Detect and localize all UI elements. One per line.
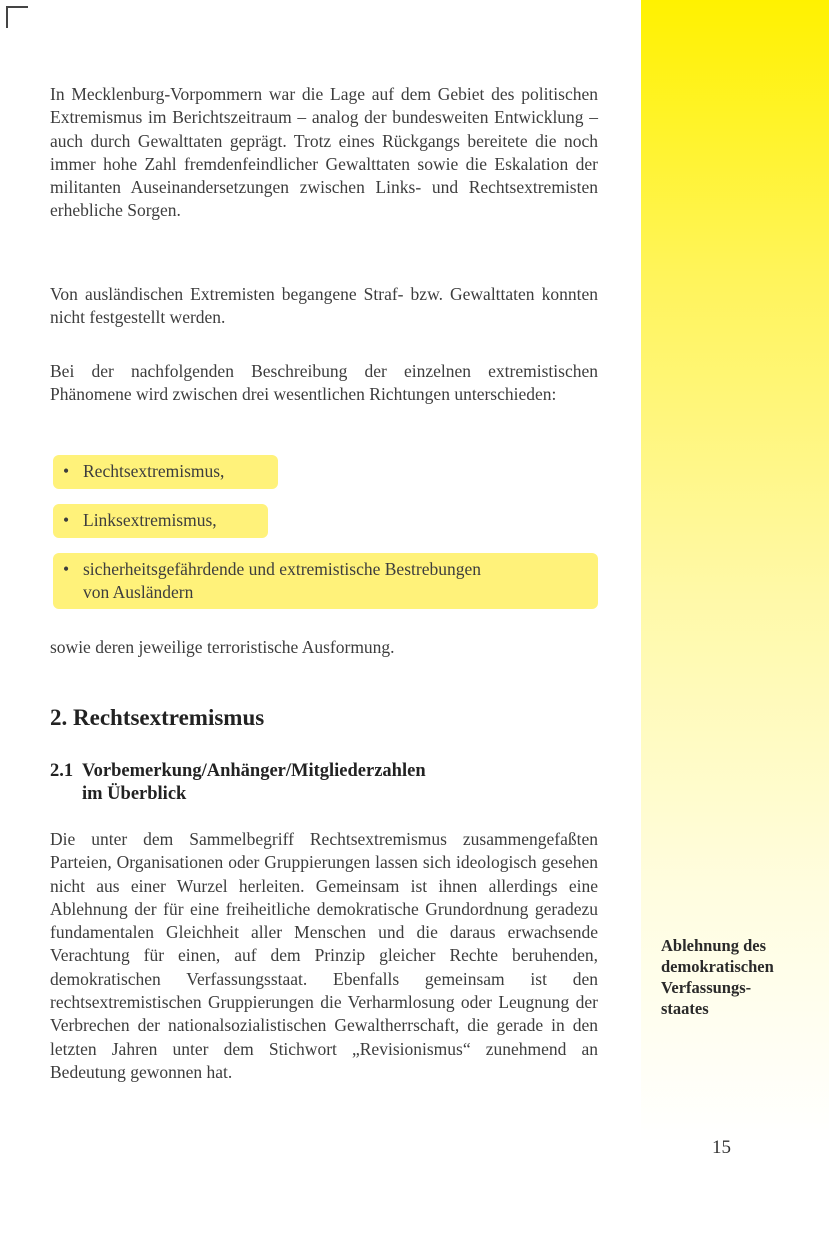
crop-mark bbox=[6, 6, 28, 28]
margin-note-line: Verfassungs- bbox=[661, 978, 752, 997]
subsection-title-line1: Vorbemerkung/Anhänger/Mitgliederzahlen bbox=[82, 761, 426, 781]
subsection-heading bbox=[50, 760, 426, 806]
section-heading: 2. Rechtsextremismus bbox=[50, 705, 265, 730]
bullet-label-continuation: von Ausländern bbox=[83, 582, 194, 603]
bullet-label: Linksextremismus, bbox=[83, 510, 217, 530]
paragraph-description: Bei der nachfolgenden Beschreibung der einzelnen extremistischen Phänomene wird zwischen drei wesentlichen Richtungen unterschieden: bbox=[50, 361, 598, 405]
paragraph-intro: In Mecklenburg-Vorpommern war die Lage auf dem Gebiet des politischen Extremismus im Berichtszeitraum – analog der bundesweiten Entwicklung – auch durch Gewalttaten geprägt. Trotz eines Rückgangs bereitete die noch immer hohe Zahl fremdenfeindlicher Gewalttaten sowie die Eskalation der militanten Auseinandersetzungen zwischen Links- und Rechtsextremisten erhebliche Sorgen. bbox=[50, 84, 598, 221]
margin-highlight-band bbox=[641, 0, 829, 1242]
bullet-label: Rechtsextremismus, bbox=[83, 461, 225, 481]
margin-note-line: Ablehnung des bbox=[661, 936, 767, 955]
subsection-title-line2: im Überblick bbox=[82, 784, 187, 804]
bullet-label: sicherheitsgefährdende und extremistische Bestrebungen bbox=[83, 559, 481, 579]
bullet-icon: • bbox=[63, 559, 70, 579]
margin-note bbox=[661, 935, 821, 1019]
bullet-icon: • bbox=[63, 461, 70, 481]
paragraph-main: Die unter dem Sammelbegriff Rechtsextremismus zusammengefaßten Parteien, Organisationen oder Gruppierungen lassen sich ideologisch gesehen nicht aus einer Wurzel herleiten. Gemeinsam ist ihnen allerdings eine Ablehnung der für eine freiheitliche demokratische Grundordnung geradezu fundamentalen Gleichheit aller Menschen und die daraus erwachsende Verachtung für einen, auf dem Prinzip gleicher Rechte beruhenden, demokratischen Verfassungsstaat. Ebenfalls gemeinsam ist den rechtsextremistischen Gruppierungen die Verharmlosung oder Leugnung der Verbrechen der nationalsozialistischen Gewaltherrschaft, die gerade in den letzten Jahren unter dem Stichwort „Revisionismus“ zunehmend an Bedeutung gewonnen hat. bbox=[50, 829, 598, 1082]
bullet-icon: • bbox=[63, 510, 70, 530]
margin-note-line: staates bbox=[661, 999, 709, 1018]
subsection-number: 2.1 bbox=[50, 761, 74, 781]
paragraph-after-list: sowie deren jeweilige terroristische Ausformung. bbox=[50, 637, 395, 657]
bullet-item-auslaender bbox=[53, 553, 598, 609]
margin-note-line: demokratischen bbox=[661, 957, 774, 976]
bullet-item-linksextremismus bbox=[53, 504, 268, 538]
paragraph-foreign-extremists: Von ausländischen Extremisten begangene Straf- bzw. Gewalttaten konnten nicht festgestellt werden. bbox=[50, 284, 598, 328]
page-number: 15 bbox=[712, 1137, 731, 1158]
bullet-item-rechtsextremismus bbox=[53, 455, 278, 489]
